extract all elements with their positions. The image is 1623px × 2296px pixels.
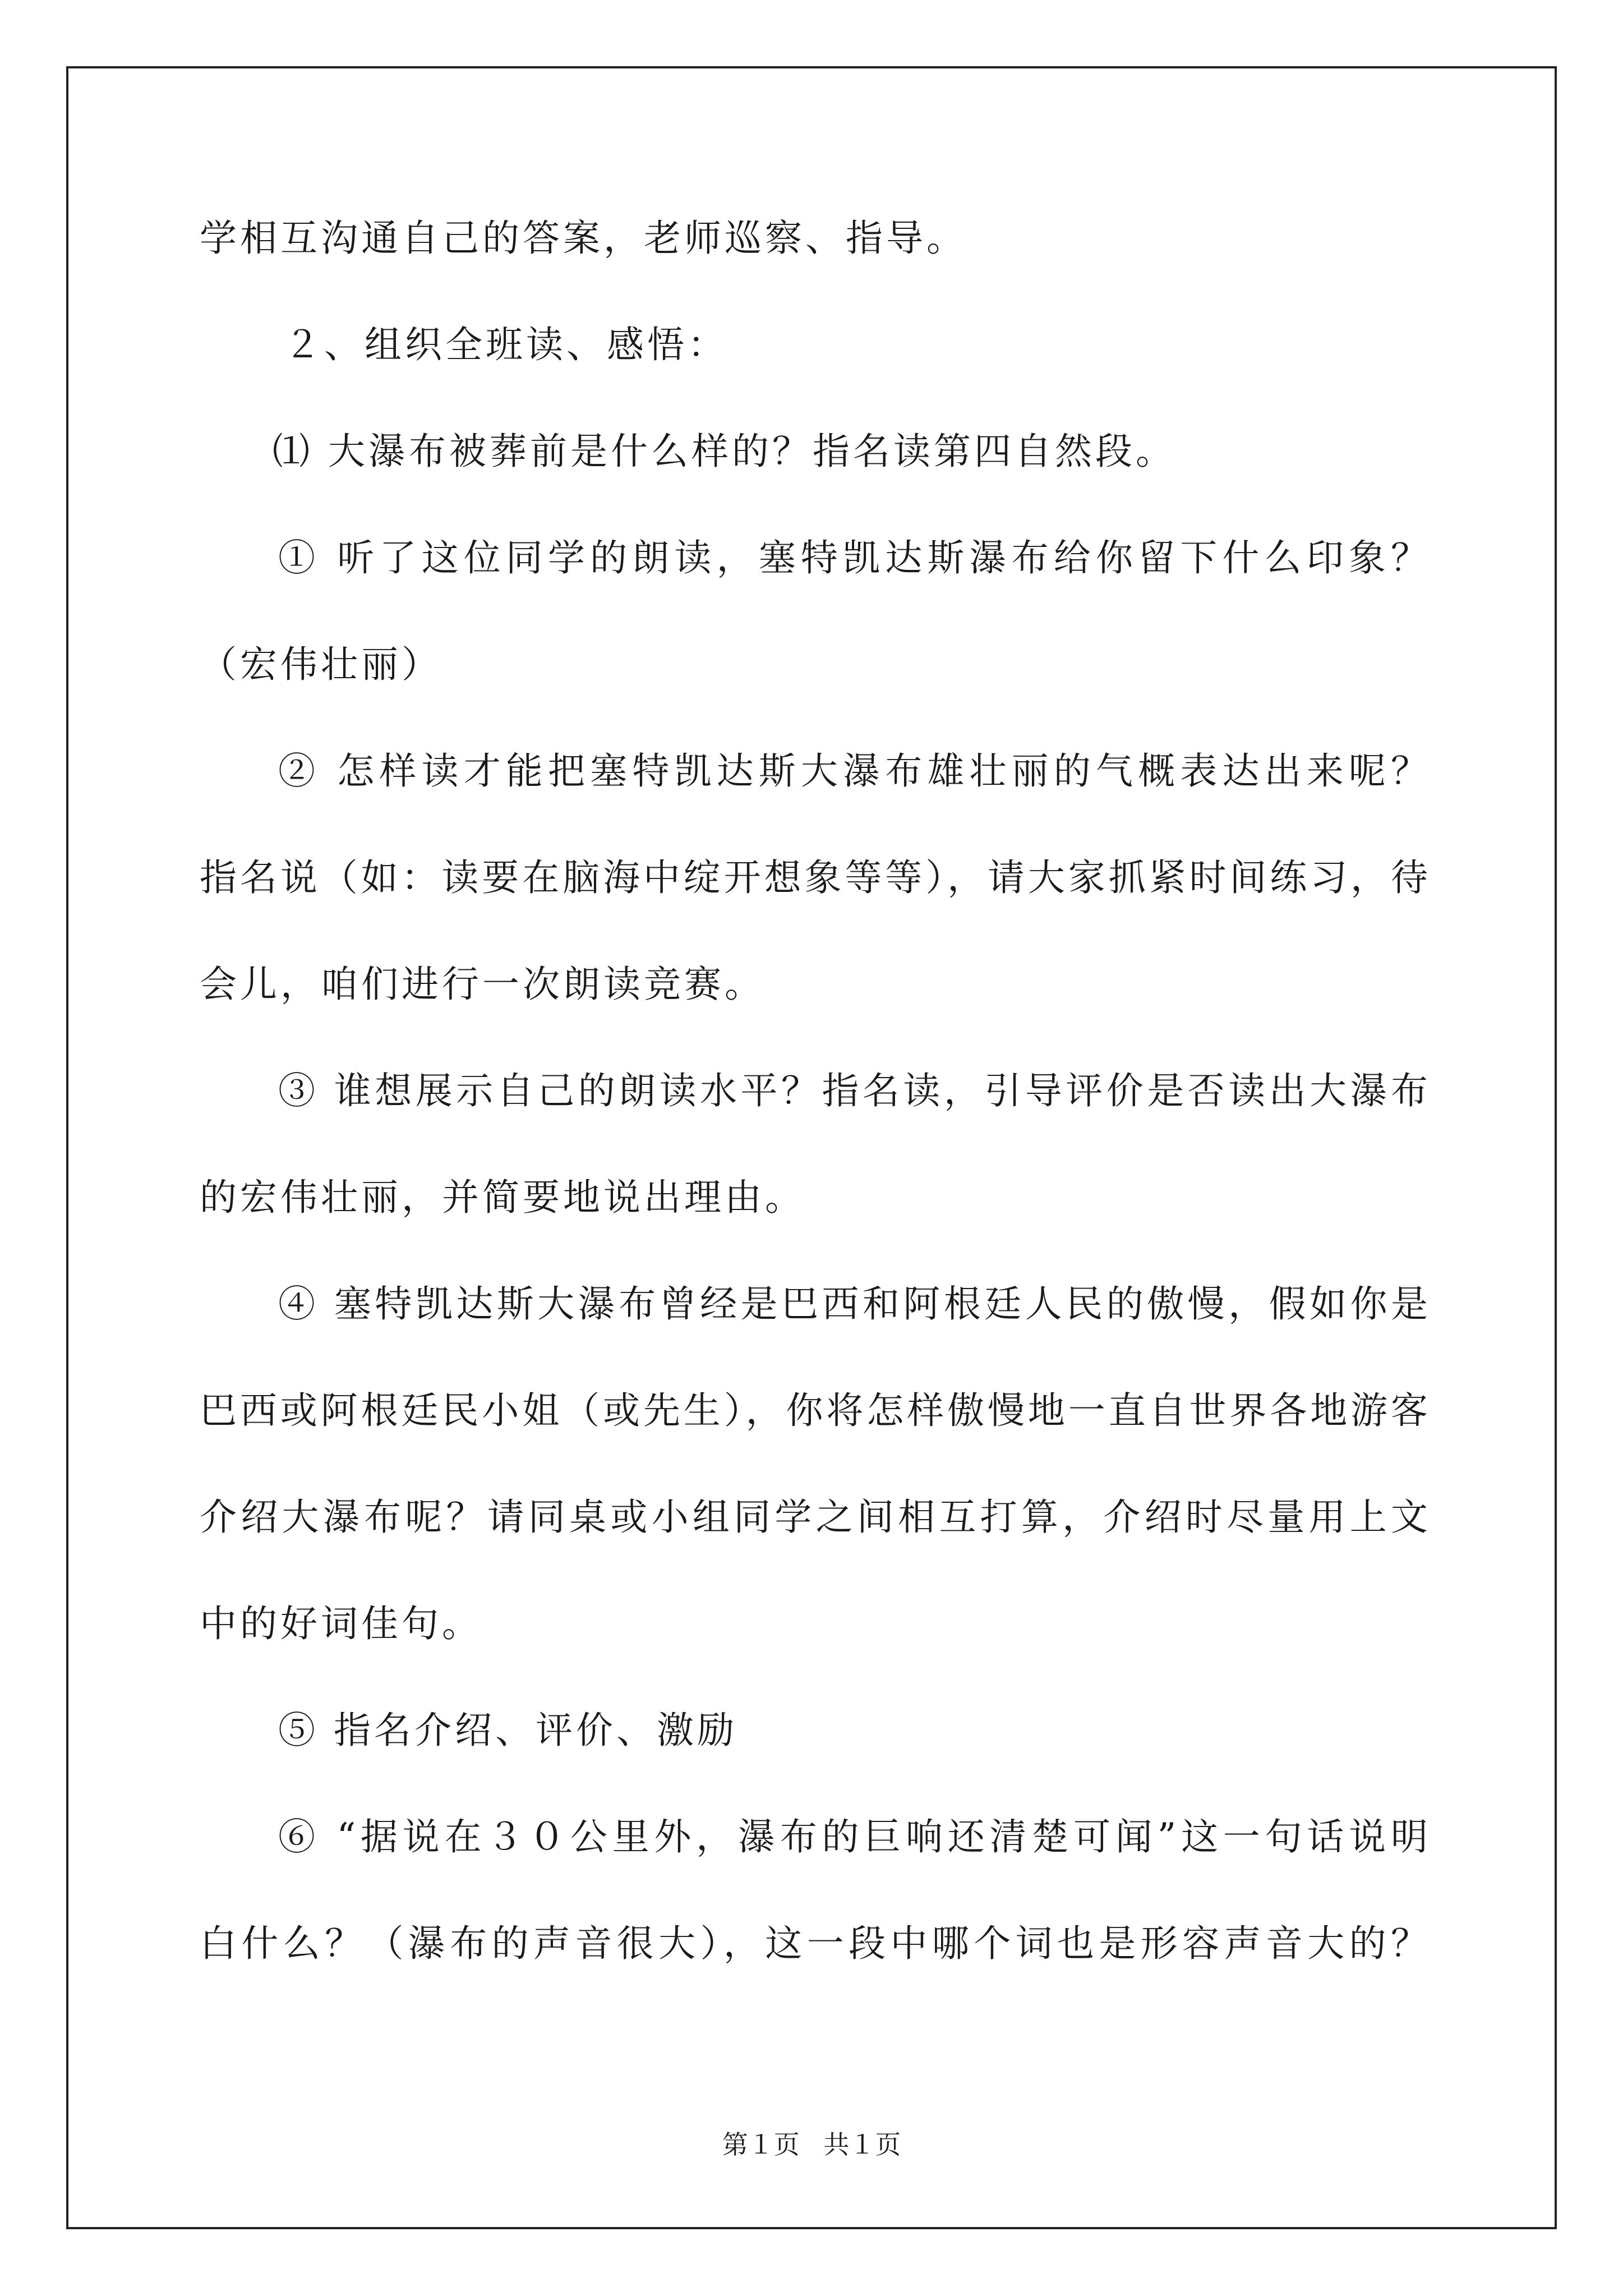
- text-line: 介绍大瀑布呢？请同桌或小组同学之间相互打算，介绍时尽量用上文: [200, 1496, 1428, 1539]
- text-line: 白什么？（瀑布的声音很大），这一段中哪个词也是形容声音大的？: [200, 1922, 1428, 1965]
- text-line: ② 怎样读才能把塞特凯达斯大瀑布雄壮丽的气概表达出来呢？: [278, 749, 1428, 793]
- text-line: ⑥ “据说在３０公里外，瀑布的巨响还清楚可闻”这一句话说明: [278, 1815, 1428, 1858]
- text-line: 中的好词佳句。: [200, 1602, 482, 1645]
- text-line: 会儿，咱们进行一次朗读竞赛。: [200, 963, 765, 1006]
- page-footer: [0, 2129, 1623, 2160]
- text-line: 巴西或阿根廷民小姐（或先生），你将怎样傲慢地一直自世界各地游客: [200, 1389, 1428, 1432]
- text-line: ２、组织全班读、感悟：: [284, 323, 728, 366]
- text-line: 的宏伟壮丽，并简要地说出理由。: [200, 1176, 805, 1219]
- page-border: [66, 66, 1557, 2229]
- text-line: ④ 塞特凯达斯大瀑布曾经是巴西和阿根廷人民的傲慢，假如你是: [278, 1282, 1428, 1326]
- text-line: 学相互沟通自己的答案，老师巡察、指导。: [200, 217, 967, 260]
- text-line: （宏伟壮丽）: [200, 643, 442, 686]
- page-total: 共１页: [823, 2129, 901, 2160]
- text-line: ③ 谁想展示自己的朗读水平？指名读，引导评价是否读出大瀑布: [278, 1069, 1428, 1112]
- text-line: ① 听了这位同学的朗读，塞特凯达斯瀑布给你留下什么印象？: [278, 536, 1428, 579]
- text-line: 指名说（如：读要在脑海中绽开想象等等），请大家抓紧时间练习，待: [200, 856, 1428, 899]
- page-number: 第１页: [722, 2129, 800, 2160]
- text-line: ⑤ 指名介绍、评价、激励: [278, 1709, 737, 1752]
- text-line: ⑴ 大瀑布被葬前是什么样的？指名读第四自然段。: [273, 430, 1176, 473]
